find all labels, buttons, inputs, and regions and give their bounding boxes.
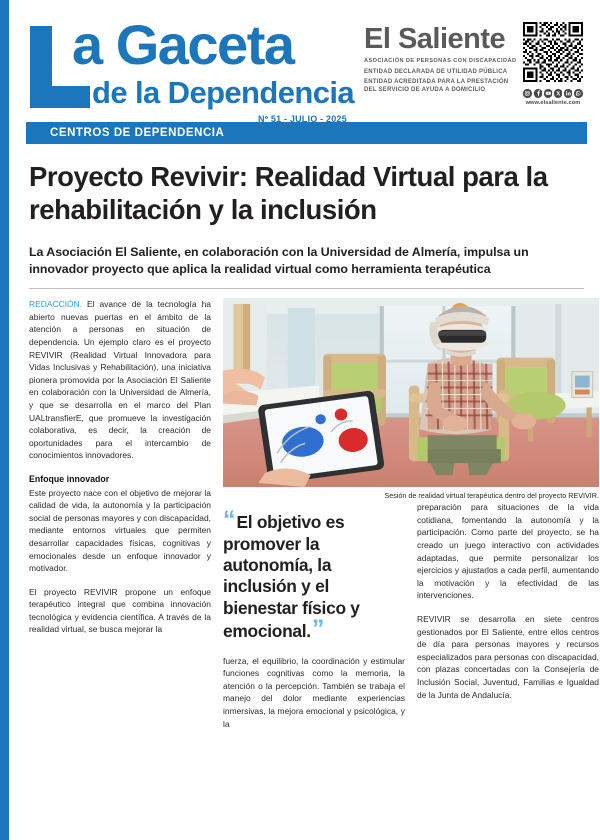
section-label-bar bbox=[26, 122, 587, 144]
social-links[interactable] bbox=[519, 89, 587, 98]
lead-paragraph bbox=[29, 298, 211, 462]
linkedin-icon[interactable] bbox=[564, 89, 573, 98]
article-photo-container bbox=[223, 298, 599, 487]
quote-open-mark: “ bbox=[223, 506, 235, 535]
column-1 bbox=[29, 298, 211, 730]
article-headline: Proyecto Revivir: Realidad Virtual para la rehabilitación y la inclusión bbox=[29, 161, 548, 225]
brand-tagline-2: ENTIDAD DECLARADA DE UTILIDAD PÚBLICA bbox=[364, 68, 508, 75]
paragraph-2: Este proyecto nace con el objetivo de mejorar la calidad de vida, la autonomía y la participación social de personas mayores y con discapacidad, mediante entornos virtuales que permiten desarrollar capacidades físicas, cognitivas y emocionales desde un enfoque innovador y motivador. bbox=[29, 487, 211, 574]
organization-brand bbox=[356, 22, 587, 106]
website-url[interactable]: www.elsaliente.com bbox=[525, 99, 581, 106]
column-2 bbox=[223, 501, 405, 730]
vr-therapy-session-photo bbox=[223, 298, 599, 487]
pull-quote-text: El objetivo es promover la autonomía, la inclusión y el bienestar físico y emocional. bbox=[223, 512, 360, 642]
brand-name: El Saliente bbox=[364, 23, 506, 55]
paragraph-4: fuerza, el equilibrio, la coordinación y estimular funciones cognitivas como la memoria, la atención o la percepción. También se trabaja el manejo del dolor mediante experiencias inmersivas, la mejora emocional y psicológica, y la bbox=[223, 655, 405, 729]
x-twitter-icon[interactable] bbox=[554, 89, 563, 98]
facebook-icon[interactable] bbox=[534, 89, 543, 98]
masthead bbox=[26, 0, 587, 124]
logo-title-line1: a Gaceta bbox=[72, 13, 294, 76]
article-body bbox=[26, 298, 599, 730]
subheading-enfoque: Enfoque innovador bbox=[29, 473, 110, 484]
brand-tagline-1: ASOCIACIÓN DE PERSONAS CON DISCAPACIDAD bbox=[364, 58, 517, 64]
qr-and-socials bbox=[519, 22, 587, 106]
youtube-icon[interactable] bbox=[544, 89, 553, 98]
paragraph-1-text: El avance de la tecnología ha abierto nuevas puertas en el ámbito de la atención a personas en situación de dependencia. Un ejemplo claro es el proyecto REVIVIR (Realidad Virtual Innovadora para Vidas Inclusivas y Rehabilitación), una iniciativa pionera promovida por la Asociación El Saliente en colaboración con la Universidad de Almería, y que se desarrolla en el marco del Plan UALtransfierE, que promueve la investigación colaborativa, es decir, la creación de oportunidades para el intercambio de conocimientos innovadores. bbox=[29, 299, 211, 461]
paragraph-5: preparación para situaciones de la vida cotidiana, fomentando la autonomía y la participación. Como parte del proyecto, se ha creado un juego interactivo con actividades adaptadas, que permite personalizar los ejercicios y ajustarlos a cada perfil, aumentando la motivación y la efectividad de las intervenciones. bbox=[417, 502, 599, 601]
pull-quote bbox=[223, 506, 405, 644]
divider bbox=[29, 288, 584, 289]
quote-close-mark: ” bbox=[311, 615, 324, 644]
whatsapp-icon[interactable] bbox=[574, 89, 583, 98]
brand-tagline-4: DEL SERVICIO DE AYUDA A DOMICILIO bbox=[364, 86, 486, 93]
issue-number: Nº 51 - JULIO - 2025 bbox=[258, 114, 347, 124]
photo-caption: Sesión de realidad virtual terapéutica dentro del proyecto REVIVIR. bbox=[384, 491, 599, 501]
brand-tagline-3: ENTIDAD ACREDITADA PARA LA PRESTACIÓN bbox=[364, 79, 509, 86]
paragraph-6: REVIVIR se desarrolla en siete centros gestionados por El Saliente, entre ellos centros de día para personas mayores y recursos especializados para personas con discapacidad, con plazas concertadas con la Consejería de Inclusión Social, Juventud, Familias e Igualdad de la Junta de Andalucía. bbox=[417, 613, 599, 700]
qr-code-icon[interactable] bbox=[523, 22, 583, 82]
section-label: CENTROS DE DEPENDENCIA bbox=[50, 127, 225, 139]
paragraph-3: El proyecto REVIVIR propone un enfoque terapéutico integral que combina innovación tecnológica y evidencia científica. A través de la realidad virtual, se busca mejorar la bbox=[29, 586, 211, 635]
byline: REDACCIÓN. bbox=[29, 299, 82, 310]
instagram-icon[interactable] bbox=[523, 89, 532, 98]
article-deck: La Asociación El Saliente, en colaboración con la Universidad de Almería, impulsa un innovador proyecto que aplica la realidad virtual como herramienta terapéutica bbox=[29, 245, 529, 276]
logo-title-line2: de la Dependencia bbox=[92, 75, 355, 110]
column-3 bbox=[417, 501, 599, 730]
